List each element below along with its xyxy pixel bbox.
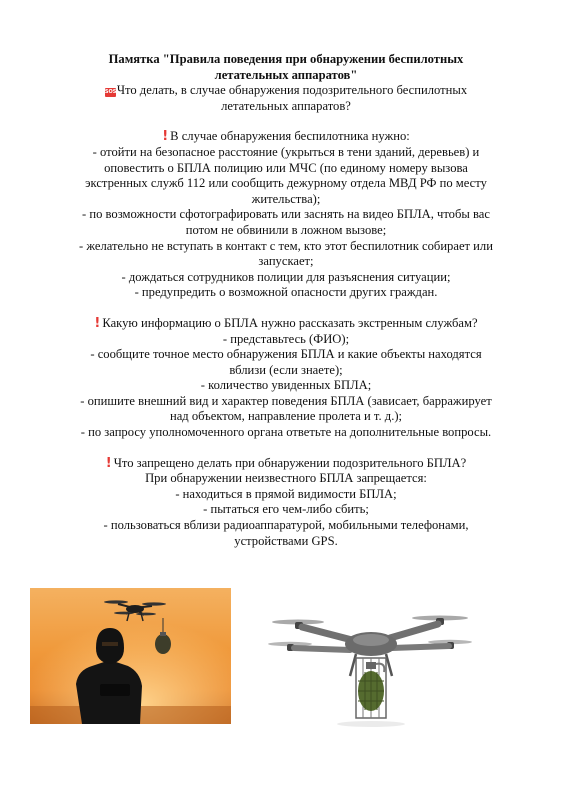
list-item: над объектом, направление пролета и т. д.); bbox=[169, 409, 403, 424]
list-item: - предупредить о возможной опасности других граждан. bbox=[134, 285, 438, 300]
page-title bbox=[62, 52, 510, 83]
list-item: экстренных служб 112 или сообщить дежурному отдела МВД РФ по месту bbox=[85, 176, 487, 191]
intro-line-2: летательных аппаратов? bbox=[221, 98, 351, 113]
section-heading: Что запрещено делать при обнаружении подозрительного БПЛА? bbox=[113, 455, 467, 470]
list-item: - пытаться его чем-либо сбить; bbox=[203, 502, 369, 517]
list-item: запускает; bbox=[258, 254, 314, 269]
title-line-1: Памятка "Правила поведения при обнаружении беспилотных bbox=[108, 52, 464, 66]
exclamation-icon: ! bbox=[105, 455, 112, 471]
section-heading: Какую информацию о БПЛА нужно рассказать экстренным службам? bbox=[102, 315, 478, 330]
list-item: жительства); bbox=[251, 191, 321, 206]
list-item: - по запросу уполномоченного органа ответьте на дополнительные вопросы. bbox=[80, 425, 492, 440]
list-item: оповестить о БПЛА полицию или МЧС (по единому номеру вызова bbox=[104, 160, 468, 175]
list-item: - находиться в прямой видимости БПЛА; bbox=[175, 486, 397, 501]
list-item: При обнаружении неизвестного БПЛА запрещается: bbox=[145, 471, 427, 486]
section-information bbox=[62, 316, 510, 441]
intro-question bbox=[62, 83, 510, 114]
exclamation-icon: ! bbox=[94, 315, 101, 331]
section-heading: В случае обнаружения беспилотника нужно: bbox=[170, 129, 410, 144]
list-item: - пользоваться вблизи радиоаппаратурой, мобильными телефонами, bbox=[103, 518, 469, 533]
drone-operator-illustration bbox=[30, 588, 231, 724]
drone-grenade-photo bbox=[268, 596, 474, 746]
exclamation-icon: ! bbox=[162, 129, 169, 145]
intro-line-1: Что делать, в случае обнаружения подозрительного беспилотных bbox=[116, 83, 468, 98]
list-item: потом не обвинили в ложном вызове; bbox=[185, 222, 387, 237]
list-item: - по возможности сфотографировать или заснять на видео БПЛА, чтобы вас bbox=[82, 207, 490, 222]
drone-operator-photo bbox=[30, 588, 231, 724]
list-item: - количество увиденных БПЛА; bbox=[200, 378, 372, 393]
list-item: - желательно не вступать в контакт с тем, кто этот беспилотник собирает или bbox=[79, 238, 493, 253]
section-detection bbox=[62, 129, 510, 301]
section-prohibited bbox=[62, 456, 510, 550]
list-item: - дождаться сотрудников полиции для разъяснения ситуации; bbox=[121, 269, 451, 284]
list-item: - представьтесь (ФИО); bbox=[222, 331, 350, 346]
drone-grenade-illustration bbox=[268, 596, 474, 746]
list-item: - опишите внешний вид и характер поведения БПЛА (зависает, барражирует bbox=[80, 393, 492, 408]
memo-text bbox=[62, 52, 510, 549]
list-item: - сообщите точное место обнаружения БПЛА и какие объекты находятся bbox=[90, 347, 482, 362]
title-line-2: летательных аппаратов" bbox=[214, 67, 358, 82]
list-item: - отойти на безопасное расстояние (укрыться в тени зданий, деревьев) и bbox=[92, 144, 480, 159]
list-item: вблизи (если знаете); bbox=[229, 362, 343, 377]
list-item: устройствами GPS. bbox=[234, 533, 338, 548]
sos-icon: SOS bbox=[104, 89, 117, 96]
